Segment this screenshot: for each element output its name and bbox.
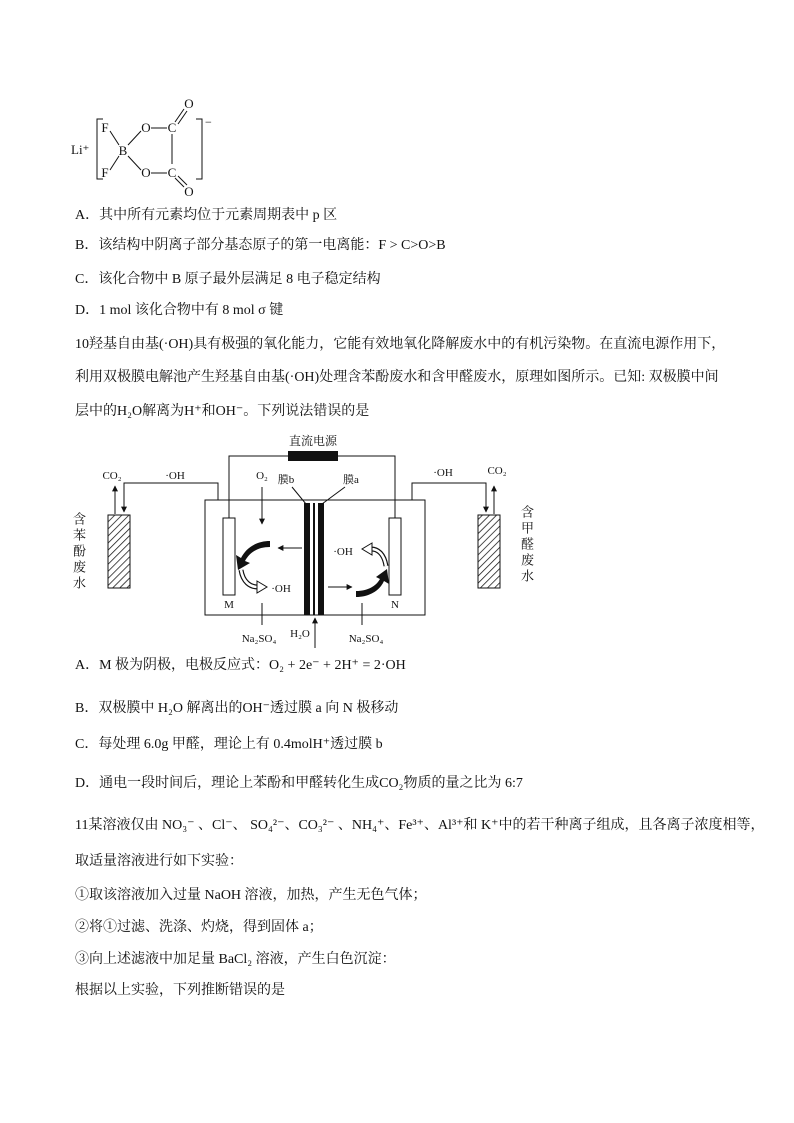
- radical-label-center: ·OH: [333, 546, 353, 558]
- q10-option-a: A．M 极为阴极，电极反应式：O₂ + 2e⁻ + 2H⁺ = 2·OH: [75, 658, 406, 673]
- left-pipe-label: ·OH: [165, 470, 185, 482]
- q10-option-c: C．每处理 6.0g 甲醛，理论上有 0.4molH⁺透过膜 b: [75, 737, 383, 752]
- electrolyte-left-label: Na₂SO₄: [241, 633, 277, 645]
- q9-option-b: B．该结构中阴离子部分基态原子的第一电离能：F > C>O>B: [75, 238, 446, 253]
- double-bond-bottom-1: [175, 178, 184, 187]
- right-pipe-label: ·OH: [433, 467, 453, 479]
- atom-o-carbonyl-top: O: [184, 96, 194, 111]
- membrane-a: [318, 503, 324, 615]
- open-curved-arrow-right-icon: [362, 543, 386, 566]
- q11-step-3: ③向上述滤液中加足量 BaCl₂ 溶液，产生白色沉淀：: [75, 952, 396, 967]
- phenol-wastewater-label: 含苯酚废水: [71, 512, 86, 592]
- q11-step-2: ②将①过滤、洗涤、灼烧，得到固体 a；: [75, 920, 323, 935]
- q11-stem-line-2: 取适量溶液进行如下实验：: [75, 854, 243, 869]
- membrane-b-label: 膜b: [277, 474, 295, 486]
- membrane-interface: [313, 503, 315, 615]
- double-bond-top-1: [175, 109, 184, 122]
- bond-f-top-b: [110, 131, 119, 145]
- lithium-cation: Li⁺: [71, 142, 90, 157]
- curved-arrow-to-m-icon: [236, 541, 270, 570]
- membrane-a-leader: [322, 487, 345, 504]
- right-bracket: [196, 119, 202, 179]
- atom-c-top: C: [167, 120, 177, 135]
- atom-b: B: [118, 143, 128, 158]
- atom-o-ring-bottom: O: [141, 165, 151, 180]
- electrode-n-label: N: [391, 599, 399, 611]
- atom-c-bottom: C: [167, 165, 177, 180]
- electrode-m-label: M: [224, 599, 234, 611]
- atom-f-bottom: F: [101, 165, 109, 180]
- bond-f-bottom-b: [110, 156, 119, 170]
- wire-left: [229, 456, 288, 518]
- left-radical-pipe: [124, 483, 218, 512]
- right-co2-label: CO₂: [487, 465, 507, 477]
- q9-option-a: A．其中所有元素均位于元素周期表中 p 区: [75, 208, 338, 223]
- atom-o-ring-top: O: [141, 120, 151, 135]
- electrolyte-right-label: Na₂SO₄: [348, 633, 384, 645]
- phenol-treatment-column: [108, 515, 130, 588]
- open-curved-arrow-left-icon: [241, 570, 267, 593]
- curved-arrow-to-n-icon: [356, 569, 389, 597]
- question-number: 10: [75, 337, 89, 352]
- bipolar-membrane-electrolysis-diagram: [60, 430, 550, 652]
- formaldehyde-wastewater-label: 含甲醛废水: [519, 505, 534, 585]
- q10-stem-line-3: 层中的H₂O解离为H⁺和OH⁻。下列说法错误的是: [75, 404, 370, 419]
- q9-option-c: C．该化合物中 B 原子最外层满足 8 电子稳定结构: [75, 272, 381, 287]
- q11-prompt: 根据以上实验，下列推断错误的是: [75, 983, 285, 998]
- q11-stem-text-1: 某溶液仅由 NO₃⁻ 、Cl⁻、 SO₄²⁻、CO₃²⁻ 、NH₄⁺、Fe³⁺、Al³⁺和 K⁺中的若干种离子组成，且各离子浓度相等，: [88, 818, 765, 833]
- q11-stem-line-1: [75, 816, 765, 836]
- power-supply-label: 直流电源: [288, 434, 338, 448]
- atom-f-top: F: [101, 120, 109, 135]
- formaldehyde-treatment-column: [478, 515, 500, 588]
- electrode-m: [223, 518, 235, 595]
- water-label: H₂O: [290, 628, 310, 640]
- anion-charge: −: [205, 115, 212, 129]
- membrane-b-leader: [292, 487, 306, 504]
- borate-salt-structure: [60, 88, 225, 203]
- oxygen-label: O₂: [256, 470, 268, 482]
- q10-stem-text-1: 羟基自由基(·OH)具有极强的氧化能力，它能有效地氧化降解废水中的有机污染物。在直流电源作用下，: [89, 337, 726, 352]
- wire-right: [338, 456, 395, 518]
- left-co2-label: CO₂: [102, 470, 122, 482]
- membrane-a-label: 膜a: [343, 474, 359, 486]
- q9-option-d: D．1 mol 该化合物中有 8 mol σ 键: [75, 303, 284, 318]
- q10-option-b: B．双极膜中 H₂O 解离出的OH⁻透过膜 a 向 N 极移动: [75, 701, 399, 716]
- q10-stem-line-2: 利用双极膜电解池产生羟基自由基(·OH)处理含苯酚废水和含甲醛废水，原理如图所示。已知: 双极膜中间: [75, 370, 719, 385]
- bipolar-membrane: [304, 503, 324, 615]
- power-supply: [288, 451, 338, 461]
- bond-b-o-bottom: [128, 156, 141, 170]
- electrode-n: [389, 518, 401, 595]
- radical-label-left: ·OH: [271, 583, 291, 595]
- question-number: 11: [75, 818, 89, 833]
- double-bond-top-2: [178, 111, 187, 124]
- right-radical-pipe: [412, 483, 486, 512]
- atom-o-carbonyl-bottom: O: [184, 184, 194, 199]
- q10-stem-line-1: [75, 335, 725, 355]
- membrane-b: [304, 503, 310, 615]
- q11-step-1: ①取该溶液加入过量 NaOH 溶液，加热，产生无色气体；: [75, 888, 427, 903]
- q10-option-d: D．通电一段时间后，理论上苯酚和甲醛转化生成CO₂物质的量之比为 6:7: [75, 776, 523, 791]
- bond-b-o-top: [128, 131, 141, 145]
